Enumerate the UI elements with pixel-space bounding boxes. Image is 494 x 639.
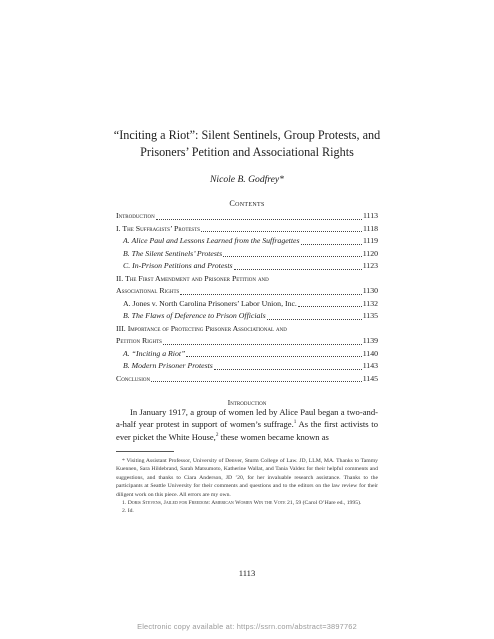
body-text-run: these women became known as xyxy=(218,431,329,442)
body-text-run: In January 1917, a group of women led by Alice Paul began a two-and-a-half year protest in support of women’s suffrage. xyxy=(116,407,378,430)
toc-entry[interactable] xyxy=(116,210,378,223)
toc-entry-label: C. In-Prison Petitions and Protests xyxy=(123,261,233,270)
ssrn-footer[interactable]: Electronic copy available at: https://ssrn.com/abstract=3897762 xyxy=(137,622,357,631)
toc-entry-page: 1130 xyxy=(362,286,378,295)
toc-leader-dots xyxy=(156,219,362,220)
toc-entry-label: A. “Inciting a Riot” xyxy=(123,348,186,358)
toc-entry-label: A. Alice Paul and Lessons Learned from the Suffragettes xyxy=(123,236,300,245)
table-of-contents xyxy=(116,210,378,385)
toc-entry-page: 1118 xyxy=(362,223,378,233)
toc-entry-label: II. The First Amendment and Prisoner Petition and xyxy=(116,273,269,283)
toc-entry[interactable] xyxy=(116,223,378,236)
article-title xyxy=(80,127,414,160)
toc-entry[interactable] xyxy=(116,373,378,386)
toc-entry-label: Conclusion xyxy=(116,373,151,383)
toc-entry-label: B. Modern Prisoner Protests xyxy=(123,361,213,370)
toc-entry-page: 1120 xyxy=(362,248,378,258)
toc-entry-label: Petition Rights xyxy=(116,336,162,345)
author-name: Nicole B. Godfrey* xyxy=(210,174,284,185)
toc-entry-page: 1139 xyxy=(362,336,378,345)
article-title-line-1: “Inciting a Riot”: Silent Sentinels, Group Protests, and xyxy=(113,128,381,142)
toc-entry-label: I. The Suffragists’ Protests xyxy=(116,223,201,233)
toc-entry[interactable] xyxy=(116,310,378,323)
toc-leader-dots xyxy=(298,306,362,307)
footnotes xyxy=(116,457,378,516)
toc-entry[interactable] xyxy=(116,235,378,248)
toc-entry-page: 1123 xyxy=(362,261,378,270)
footnote-2: 2. Id. xyxy=(122,508,134,515)
toc-entry-label: Introduction xyxy=(116,211,155,220)
toc-entry-page: 1145 xyxy=(362,373,378,383)
toc-leader-dots xyxy=(223,256,362,257)
toc-leader-dots xyxy=(163,344,362,345)
toc-entry-label: A. Jones v. North Carolina Prisoners’ Labor Union, Inc. xyxy=(123,298,297,308)
toc-entry-page: 1140 xyxy=(362,348,378,358)
footnote-ref[interactable]: 2 xyxy=(215,431,219,438)
section-heading: Introduction xyxy=(227,398,267,407)
toc-entry-label: III. Importance of Protecting Prisoner Associational and xyxy=(116,323,287,333)
page-number: 1113 xyxy=(238,568,256,578)
toc-entry-label: B. The Silent Sentinels’ Protests xyxy=(123,248,223,258)
footnote-1 xyxy=(116,499,378,507)
toc-entry[interactable] xyxy=(116,298,378,311)
toc-entry xyxy=(116,273,378,286)
toc-leader-dots xyxy=(301,244,362,245)
toc-leader-dots xyxy=(186,356,361,357)
toc-entry-label: Associational Rights xyxy=(116,286,180,295)
footnote-star: * Visiting Assistant Professor, University of Denver, Sturm College of Law. JD, LLM, MA. Thanks to Tammy Kuennen, Sara Hildebrand, Sarah Matsumoto, Katherine Wallat, and Tania Valdez for their helpful comments and suggestions, and thanks to Ciara Anderson, JD ’20, for her invaluable research assistance. Thanks to the participants at Seattle University for their comments and questions and to the editors on the law review for their diligent work on this piece. All errors are my own. xyxy=(116,458,378,498)
toc-leader-dots xyxy=(201,231,362,232)
body-text-run: As the first activists to ever picket the White House, xyxy=(116,419,378,442)
footnote-1-citation: 21, 59 (Carol O’Hare ed., 1995). xyxy=(285,500,362,507)
footnote-divider xyxy=(116,451,174,452)
toc-entry-label: B. The Flaws of Deference to Prison Officials xyxy=(123,311,266,320)
body-text xyxy=(116,406,378,443)
toc-entry[interactable] xyxy=(116,335,378,348)
toc-entry[interactable] xyxy=(116,260,378,273)
article-title-line-2: Prisoners’ Petition and Associational Rights xyxy=(140,144,354,159)
footnote-1-source: Doris Stevens, Jailed for Freedom: American Women Win the Vote xyxy=(127,500,286,507)
toc-entry-page: 1119 xyxy=(362,236,378,245)
toc-entry[interactable] xyxy=(116,248,378,261)
footnote-1-number: 1. xyxy=(122,500,128,507)
toc-entry-page: 1135 xyxy=(362,311,378,320)
toc-entry xyxy=(116,323,378,336)
toc-entry[interactable] xyxy=(116,360,378,373)
toc-entry-page: 1113 xyxy=(362,211,378,220)
toc-entry-page: 1132 xyxy=(362,298,378,308)
footnote-ref[interactable]: 1 xyxy=(293,419,297,426)
toc-entry-page: 1143 xyxy=(362,361,378,370)
toc-leader-dots xyxy=(214,369,362,370)
toc-leader-dots xyxy=(180,294,361,295)
toc-entry[interactable] xyxy=(116,348,378,361)
contents-heading: Contents xyxy=(229,199,265,208)
toc-entry[interactable] xyxy=(116,285,378,298)
toc-leader-dots xyxy=(151,381,362,382)
body-paragraph xyxy=(116,406,378,443)
toc-leader-dots xyxy=(234,269,362,270)
toc-leader-dots xyxy=(267,319,362,320)
